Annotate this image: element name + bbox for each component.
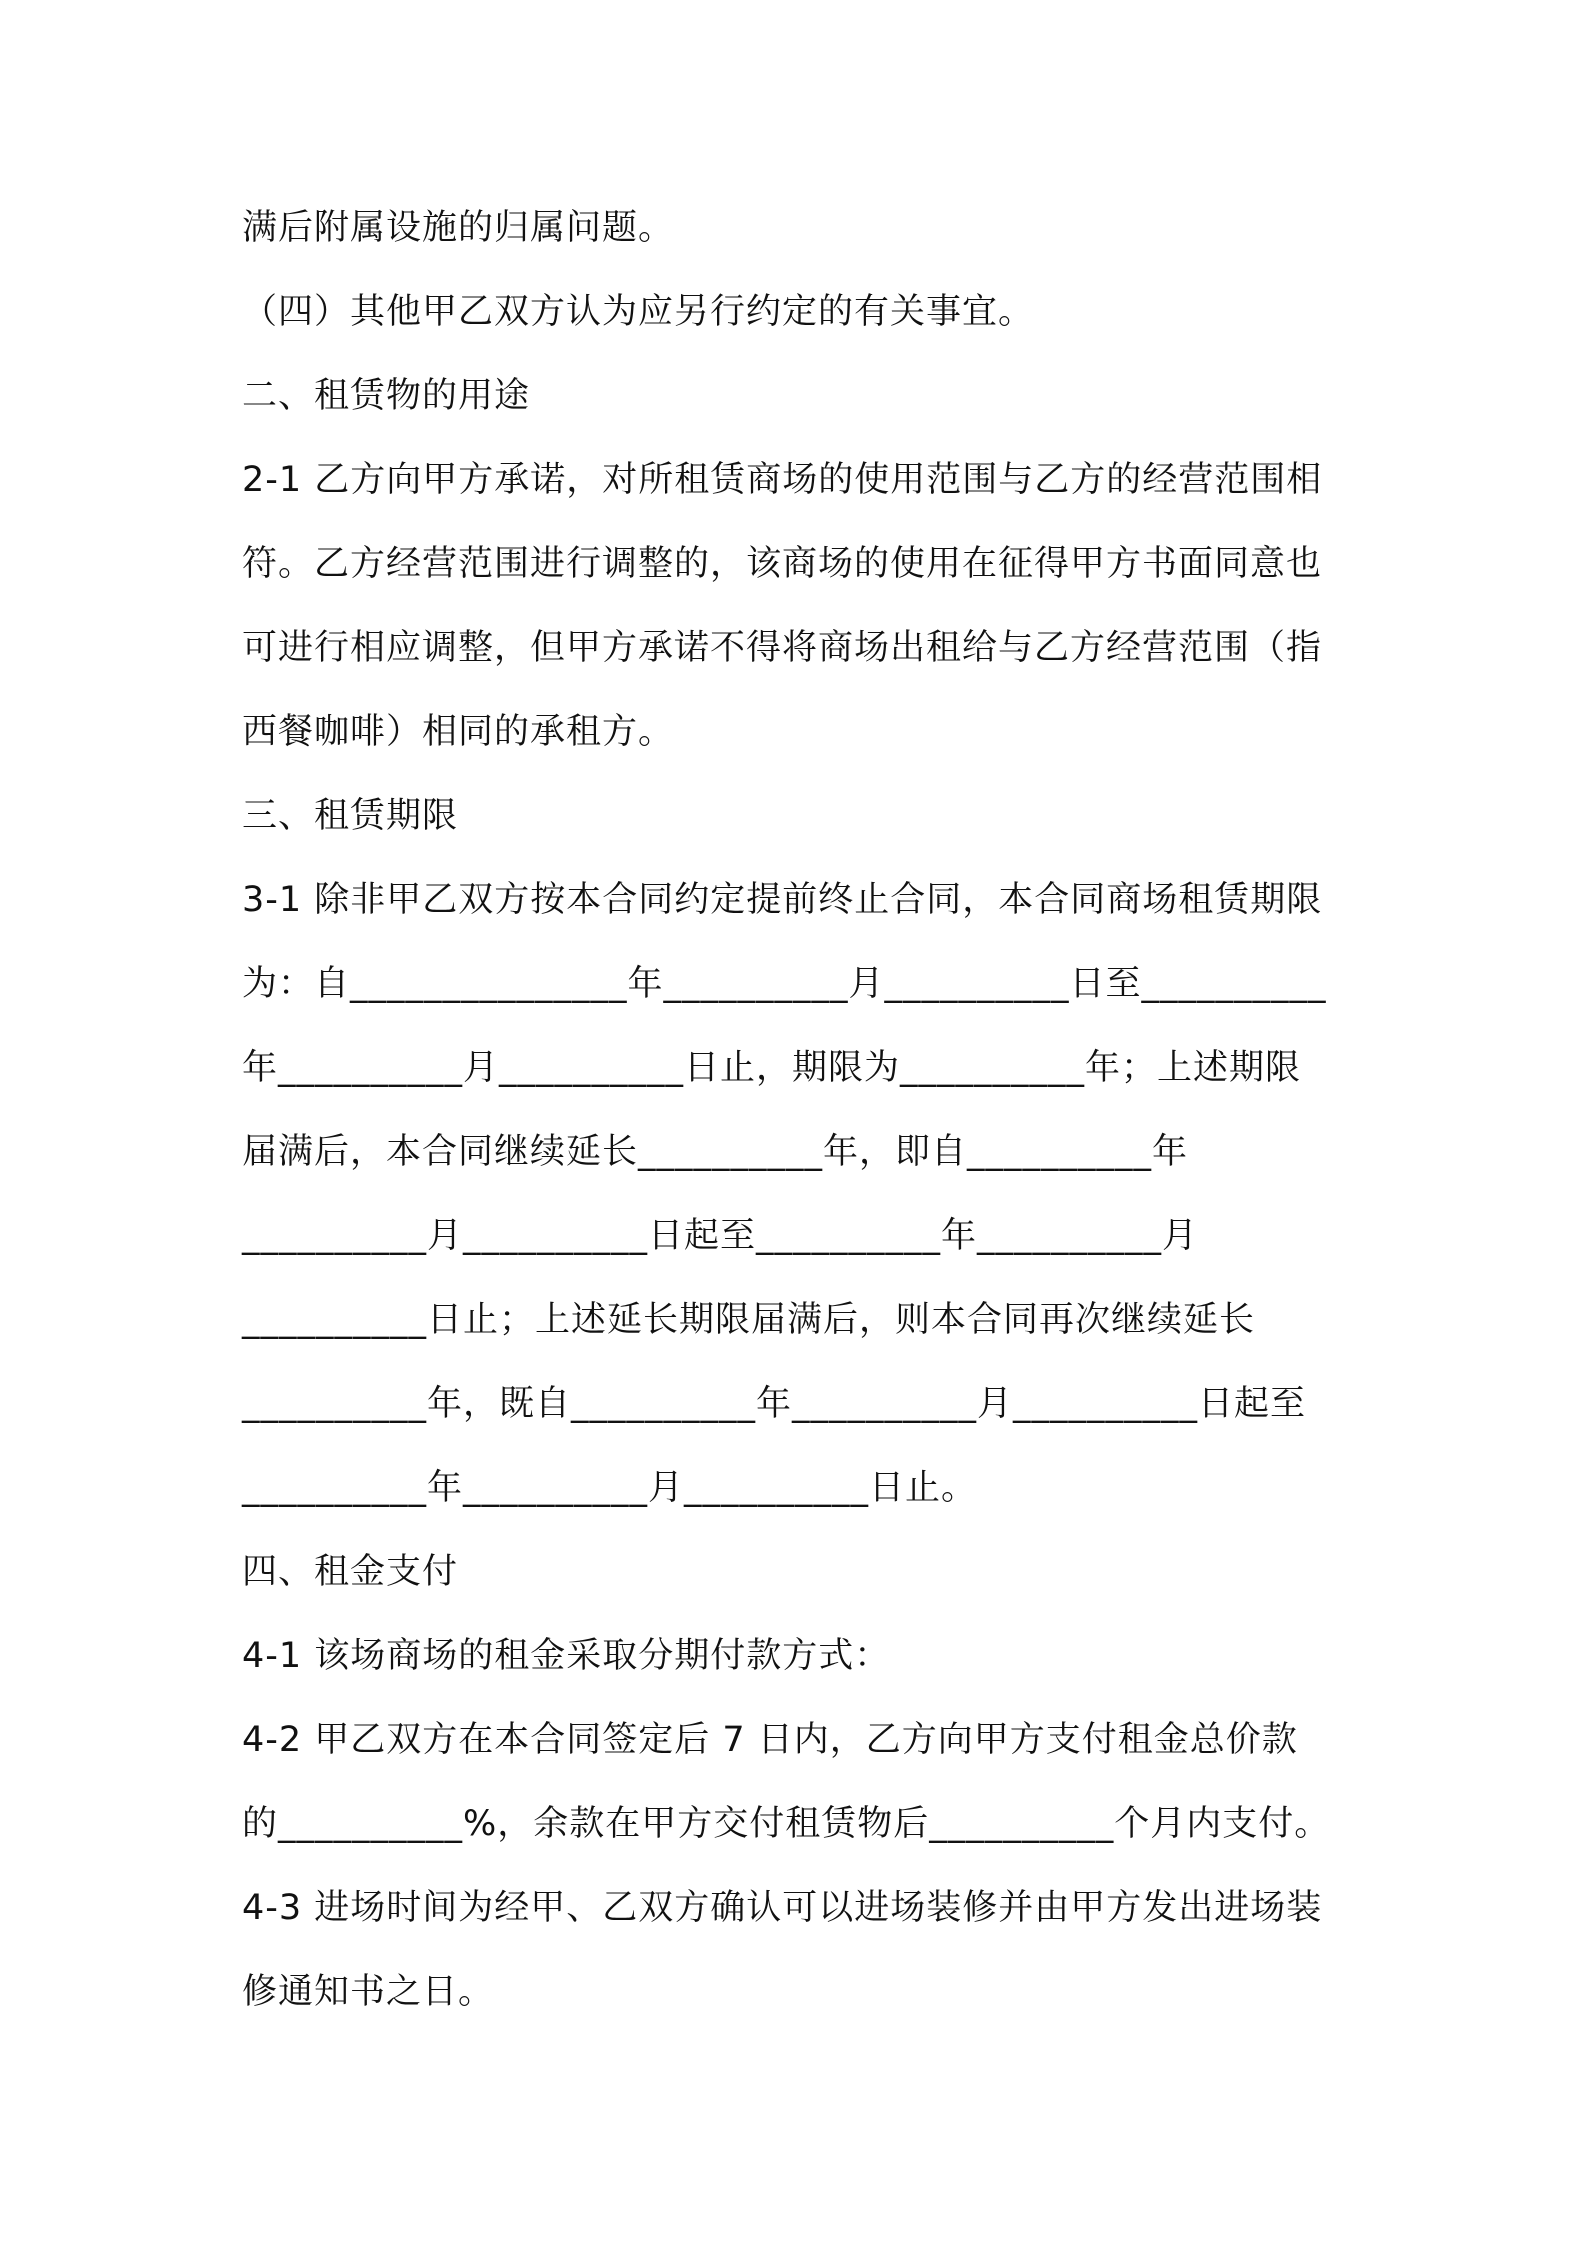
text-line: __________月__________日起至__________年__________月	[242, 1216, 1199, 1256]
text-line: 可进行相应调整，但甲方承诺不得将商场出租给与乙方经营范围（指	[242, 628, 1323, 668]
text-line: __________年，既自__________年__________月__________日起至	[242, 1384, 1307, 1424]
text-line: 满后附属设施的归属问题。	[242, 208, 675, 248]
section-heading: 二、租赁物的用途	[242, 376, 531, 416]
text-line: 西餐咖啡）相同的承租方。	[242, 712, 675, 752]
text-line: __________年__________月__________日止。	[242, 1468, 978, 1508]
text-line: 符。乙方经营范围进行调整的，该商场的使用在征得甲方书面同意也	[242, 544, 1323, 584]
section-heading: 四、租金支付	[242, 1552, 459, 1592]
text-line: 的__________%，余款在甲方交付租赁物后__________个月内支付。	[242, 1804, 1331, 1844]
text-line: 3-1 除非甲乙双方按本合同约定提前终止合同，本合同商场租赁期限	[242, 880, 1323, 920]
text-line: 4-3 进场时间为经甲、乙双方确认可以进场装修并由甲方发出进场装	[242, 1888, 1323, 1928]
text-line: 届满后，本合同继续延长__________年，即自__________年	[242, 1132, 1189, 1172]
text-line: 为：自_______________年__________月__________日至__________	[242, 964, 1327, 1004]
text-line: 4-1 该场商场的租金采取分期付款方式：	[242, 1636, 891, 1676]
text-line: 修通知书之日。	[242, 1972, 495, 2012]
section-heading: 三、租赁期限	[242, 796, 459, 836]
text-line: 2-1 乙方向甲方承诺，对所租赁商场的使用范围与乙方的经营范围相	[242, 460, 1323, 500]
text-line: 年__________月__________日止，期限为__________年；上述期限	[242, 1048, 1302, 1088]
text-line: （四）其他甲乙双方认为应另行约定的有关事宜。	[242, 292, 1035, 332]
text-line: 4-2 甲乙双方在本合同签定后 7 日内，乙方向甲方支付租金总价款	[242, 1720, 1298, 1760]
text-line: __________日止；上述延长期限届满后，则本合同再次继续延长	[242, 1300, 1256, 1340]
